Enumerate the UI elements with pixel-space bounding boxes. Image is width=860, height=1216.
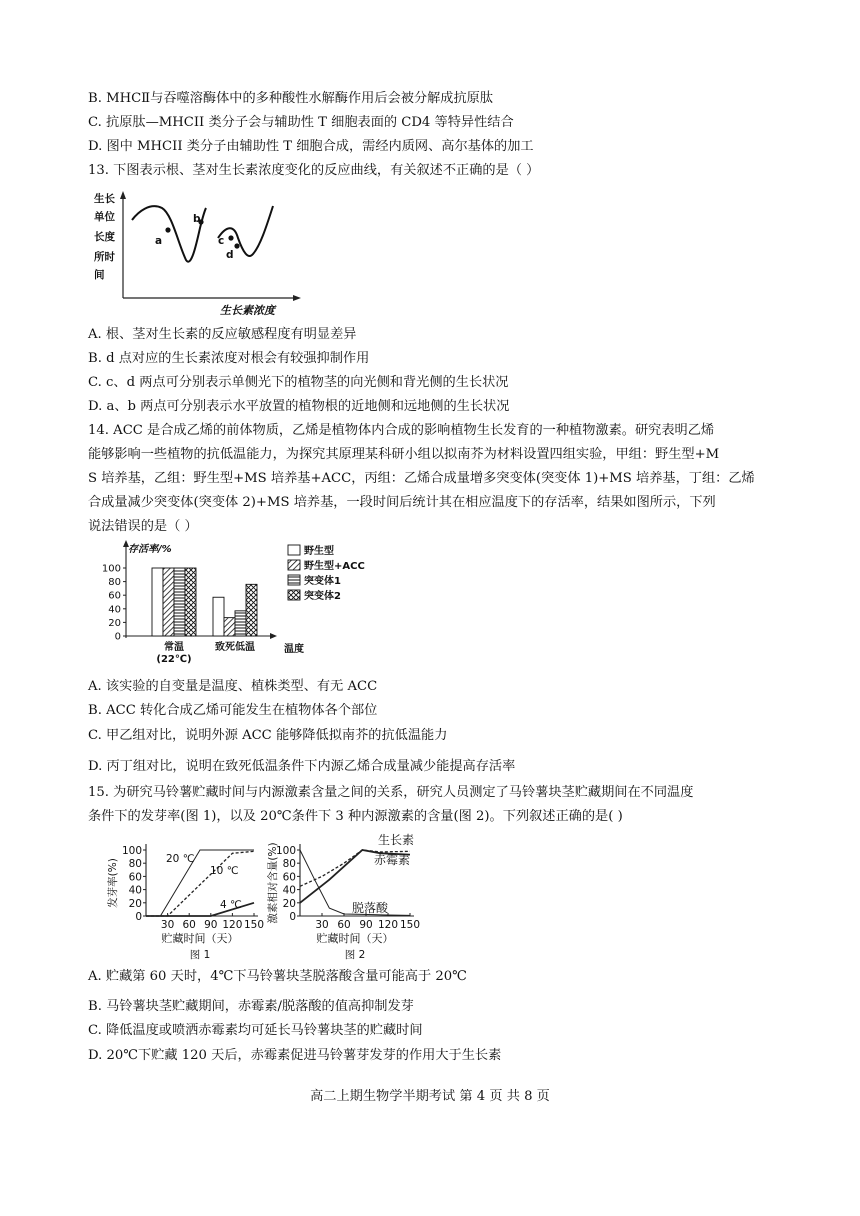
line-ytick-label: 80 xyxy=(282,858,296,871)
line-ytick-label: 0 xyxy=(289,911,296,923)
q15-option-d: D. 20℃下贮藏 120 天后，赤霉素促进马铃薯芽发芽的作用大于生长素 xyxy=(88,1048,502,1063)
bar-2-0 xyxy=(174,568,185,636)
q13-point-d-dot xyxy=(234,243,239,248)
page-footer: 高二上期生物学半期考试 第 4 页 共 8 页 xyxy=(310,1089,550,1104)
legend-swatch xyxy=(288,575,300,585)
bar-xlabel: 温度 xyxy=(284,644,304,655)
line-xtick-label: 120 xyxy=(222,919,243,931)
series-label-0: 生长素 xyxy=(378,833,415,847)
q12-option-b: B. MHCⅡ与吞噬溶酶体中的多种酸性水解酶作用后会被分解成抗原肽 xyxy=(88,91,494,106)
bar-1-1 xyxy=(224,618,235,636)
line-xtick-label: 30 xyxy=(160,919,175,931)
bar-ytick-label: 60 xyxy=(108,590,121,602)
q13-option-c: C. c、d 两点可分别表示单侧光下的植物茎的向光侧和背光侧的生长状况 xyxy=(88,375,509,390)
q14-survival-bar-chart xyxy=(96,540,386,666)
legend-swatch xyxy=(288,545,300,555)
q13-ylabel-4: 所时 xyxy=(94,251,115,263)
q12-option-c: C. 抗原肽—MHCII 类分子会与辅助性 T 细胞表面的 CD4 等特异性结合 xyxy=(88,115,514,130)
line-xtick-label: 90 xyxy=(204,919,218,931)
q13-point-a-dot xyxy=(165,227,170,232)
q15-option-b: B. 马铃薯块茎贮藏期间，赤霉素/脱落酸的值高抑制发芽 xyxy=(88,999,414,1014)
bar-0-0 xyxy=(152,568,163,636)
legend-label: 突变体1 xyxy=(304,576,341,587)
q13-option-b: B. d 点对应的生长素浓度对根会有较强抑制作用 xyxy=(88,351,370,366)
line-xlabel: 贮藏时间（天） xyxy=(316,932,394,945)
bar-ylabel: 存活率/% xyxy=(128,544,172,555)
q14-stem-line-2: 能够影响一些植物的抗低温能力，为探究其原理某科研小组以拟南芥为材料设置四组实验，甲组：野生型+M xyxy=(88,447,720,462)
q15-stem-line-2: 条件下的发芽率(图 1)，以及 20℃条件下 3 种内源激素的含量(图 2)。下列叙述正确的是( ) xyxy=(88,809,623,824)
q13-ylabel-3: 长度 xyxy=(94,231,115,243)
line-ytick-label: 100 xyxy=(121,845,142,857)
line-xtick-label: 120 xyxy=(377,919,399,931)
q15-stem-line-1: 15. 为研究马铃薯贮藏时间与内源激素含量之间的关系，研究人员测定了马铃薯块茎贮藏期间在不同温度 xyxy=(88,785,694,800)
q13-point-c: c xyxy=(218,235,225,247)
line-xtick-label: 60 xyxy=(182,919,196,931)
legend-label: 野生型 xyxy=(304,546,334,557)
q13-ylabel-1: 生长 xyxy=(94,193,115,205)
line-xtick-label: 150 xyxy=(399,919,421,931)
bar-3-1 xyxy=(246,584,257,636)
bar-x-arrow xyxy=(270,633,277,639)
line-chart-title: 图 1 xyxy=(189,949,211,961)
q15-figure-1-germination-chart xyxy=(104,832,266,962)
q13-option-a: A. 根、茎对生长素的反应敏感程度有明显差异 xyxy=(88,327,357,342)
q14-stem-line-5: 说法错误的是（ ） xyxy=(88,519,198,534)
line-chart-title: 图 2 xyxy=(344,949,366,961)
q13-point-b: b xyxy=(193,213,201,225)
bar-2-1 xyxy=(235,611,246,636)
series-label-0: 20 ℃ xyxy=(166,853,195,865)
bar-3-0 xyxy=(185,568,196,636)
series-label-2: 脱落酸 xyxy=(352,901,389,915)
bar-category-label: (22℃) xyxy=(156,654,192,665)
bar-0-1 xyxy=(213,597,224,636)
q13-stem: 13. 下图表示根、茎对生长素浓度变化的反应曲线，有关叙述不正确的是（ ） xyxy=(88,163,540,178)
legend-label: 突变体2 xyxy=(304,591,341,602)
q15-option-a: A. 贮藏第 60 天时，4℃下马铃薯块茎脱落酸含量可能高于 20℃ xyxy=(88,969,467,984)
bar-category-label: 致死低温 xyxy=(215,642,255,653)
bar-ytick-label: 0 xyxy=(114,631,121,643)
line-ytick-label: 40 xyxy=(282,884,296,897)
line-ylabel: 激素相对含量(%) xyxy=(267,842,279,924)
bar-ytick-label: 80 xyxy=(108,577,121,589)
line-ytick-label: 40 xyxy=(128,884,142,897)
q13-ylabel-5: 间 xyxy=(94,269,105,281)
q14-option-c: C. 甲乙组对比，说明外源 ACC 能够降低拟南芥的抗低温能力 xyxy=(88,728,448,743)
q13-ylabel-2: 单位 xyxy=(94,211,115,223)
line-xtick-label: 150 xyxy=(243,919,265,931)
line-ytick-label: 20 xyxy=(282,897,296,910)
legend-swatch xyxy=(288,590,300,600)
legend-label: 野生型+ACC xyxy=(304,561,365,572)
legend-swatch xyxy=(288,560,300,570)
q15-figure-2-hormone-chart xyxy=(266,832,438,962)
line-xtick-label: 30 xyxy=(315,919,329,931)
q14-stem-line-4: 合成量减少突变体(突变体 2)+MS 培养基，一段时间后统计其在相应温度下的存活率，结果如图所示，下列 xyxy=(88,495,716,510)
q13-growth-curve-figure xyxy=(88,188,318,320)
q14-option-a: A. 该实验的自变量是温度、植株类型、有无 ACC xyxy=(88,679,378,694)
line-ytick-label: 100 xyxy=(275,845,296,857)
line-ytick-label: 20 xyxy=(128,897,142,910)
line-xtick-label: 90 xyxy=(359,919,373,931)
q13-xlabel: 生长素浓度 xyxy=(220,304,275,317)
bar-ytick-label: 100 xyxy=(101,563,121,575)
q13-point-a: a xyxy=(155,235,163,247)
line-ytick-label: 60 xyxy=(128,871,142,884)
q12-option-d: D. 图中 MHCII 类分子由辅助性 T 细胞合成，需经内质网、高尔基体的加工 xyxy=(88,139,534,154)
bar-ytick-label: 20 xyxy=(108,617,121,629)
line-ytick-label: 80 xyxy=(128,858,142,871)
q13-point-c-dot xyxy=(228,235,233,240)
q14-option-d: D. 丙丁组对比，说明在致死低温条件下内源乙烯合成量减少能提高存活率 xyxy=(88,759,516,774)
line-ylabel: 发芽率(%) xyxy=(107,858,119,908)
series-label-1: 10 ℃ xyxy=(210,865,239,877)
line-xtick-label: 60 xyxy=(337,919,351,931)
series-label-1: 赤霉素 xyxy=(374,853,411,867)
bar-category-label: 常温 xyxy=(164,642,184,653)
series-label-2: 4 ℃ xyxy=(220,899,242,911)
bar-1-0 xyxy=(163,568,174,636)
line-ytick-label: 60 xyxy=(282,871,296,884)
q15-option-c: C. 降低温度或喷洒赤霉素均可延长马铃薯块茎的贮藏时间 xyxy=(88,1023,423,1038)
q13-point-d: d xyxy=(226,249,234,261)
line-xlabel: 贮藏时间（天） xyxy=(161,932,239,945)
bar-ytick-label: 40 xyxy=(108,604,121,616)
q13-option-d: D. a、b 两点可分别表示水平放置的植物根的近地侧和远地侧的生长状况 xyxy=(88,399,510,414)
q14-option-b: B. ACC 转化合成乙烯可能发生在植物体各个部位 xyxy=(88,703,378,718)
q14-stem-line-1: 14. ACC 是合成乙烯的前体物质，乙烯是植物体内合成的影响植物生长发育的一种植物激素。研究表明乙烯 xyxy=(88,423,715,438)
q14-stem-line-3: S 培养基，乙组：野生型+MS 培养基+ACC，丙组：乙烯合成量增多突变体(突变体 1)+MS 培养基，丁组：乙烯 xyxy=(88,471,755,486)
line-ytick-label: 0 xyxy=(135,911,142,923)
